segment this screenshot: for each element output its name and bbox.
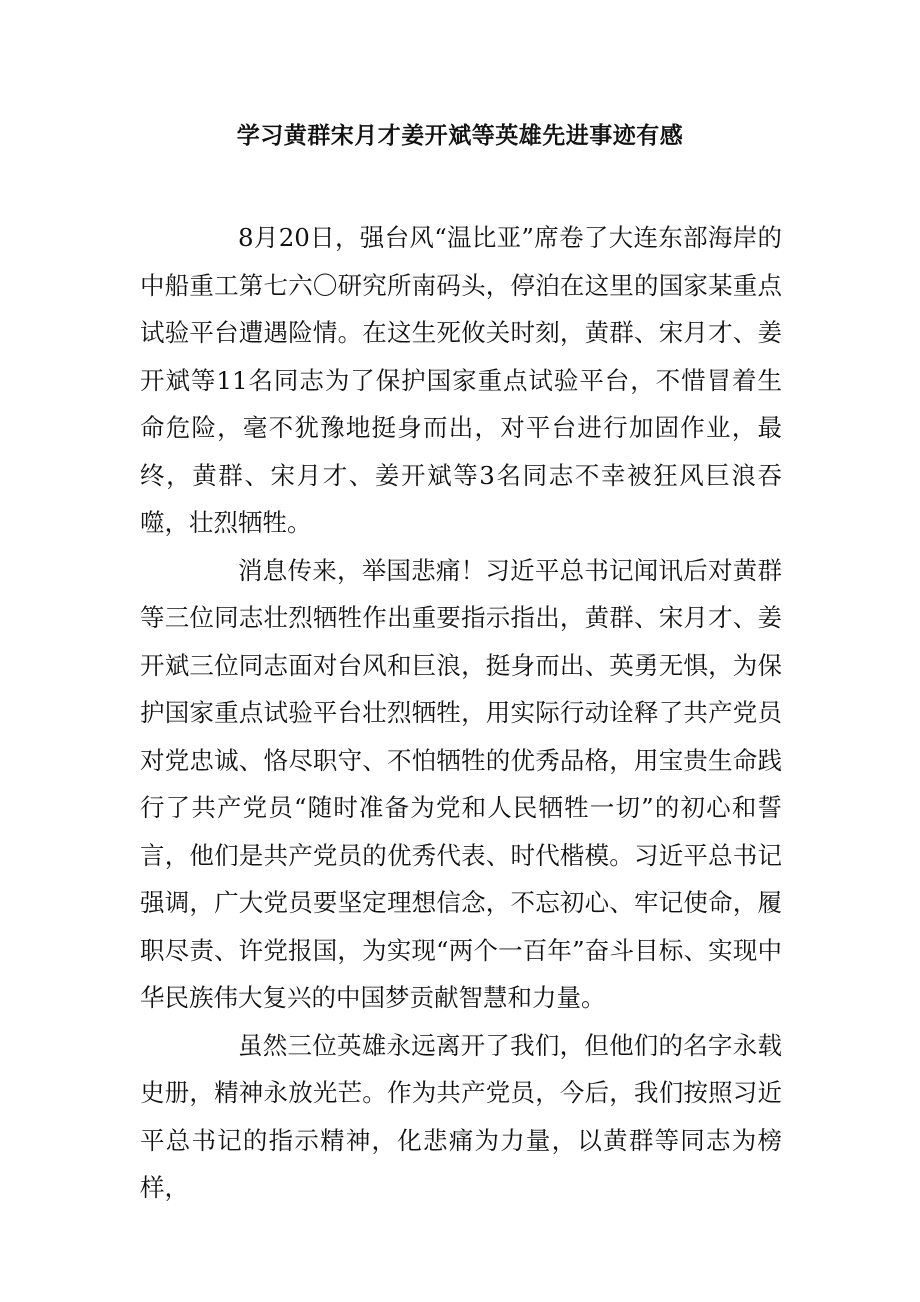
document-title: 学习黄群宋月才姜开斌等英雄先进事迹有感 [236, 122, 684, 149]
paragraph-1: 8月20日，强台风“温比亚”席卷了大连东部海岸的中船重工第七六〇研究所南码头，停泊在这里的国家某重点试验平台遭遇险情。在这生死攸关时刻，黄群、宋月才、姜开斌等11名同志为了保护国家重点试验平台，不惜冒着生命危险，毫不犹豫地挺身而出，对平台进行加固作业，最终，黄群、宋月才、姜开斌等3名同志不幸被狂风巨浪吞噬，壮烈牺牲。 [140, 223, 782, 537]
document-body [140, 214, 782, 1212]
paragraph-3: 虽然三位英雄永远离开了我们，但他们的名字永载史册，精神永放光芒。作为共产党员，今后，我们按照习近平总书记的指示精神，化悲痛为力量，以黄群等同志为榜样， [140, 1030, 782, 1202]
paragraph-2: 消息传来，举国悲痛！习近平总书记闻讯后对黄群等三位同志壮烈牺牲作出重要指示指出，黄群、宋月才、姜开斌三位同志面对台风和巨浪，挺身而出、英勇无惧，为保护国家重点试验平台壮烈牺牲，用实际行动诠释了共产党员对党忠诚、恪尽职守、不怕牺牲的优秀品格，用宝贵生命践行了共产党员“随时准备为党和人民牺牲一切”的初心和誓言，他们是共产党员的优秀代表、时代楷模。习近平总书记强调，广大党员要坚定理想信念，不忘初心、牢记使命，履职尽责、许党报国，为实现“两个一百年”奋斗目标、实现中华民族伟大复兴的中国梦贡献智慧和力量。 [140, 555, 782, 1012]
